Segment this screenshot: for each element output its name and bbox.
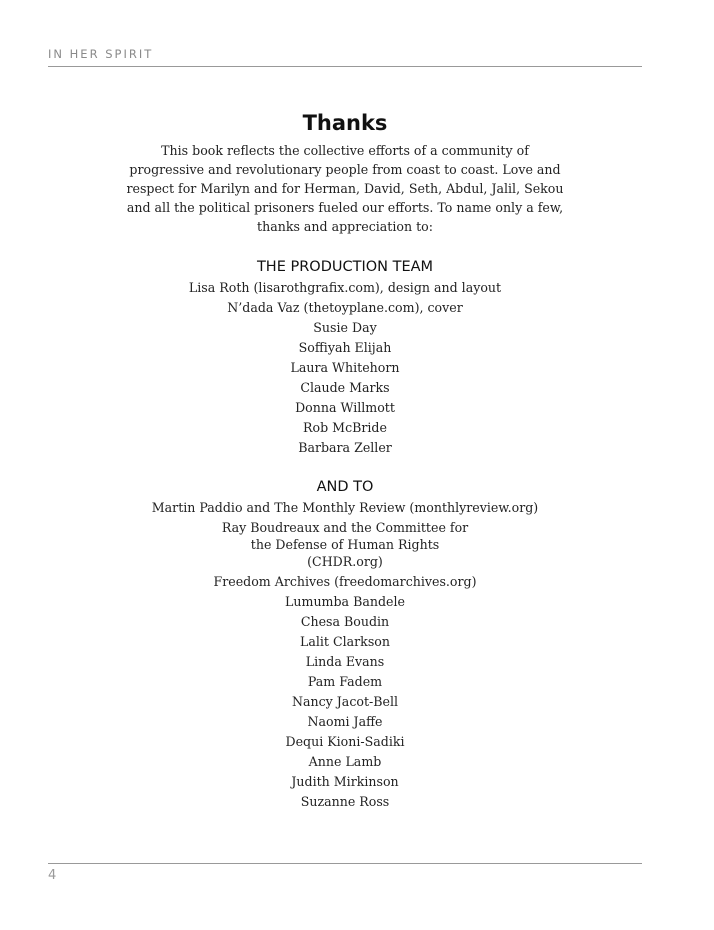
list-item: Rob McBride xyxy=(303,420,387,435)
production-team-list xyxy=(80,279,610,456)
intro-paragraph: This book reflects the collective efforts of a community of progressive and revolutionary people from coast to coast. Love and respect for Marilyn and for Herman, David, Seth, Abdul, Jalil, Sekou and all the political prisoners fueled our efforts. To name only a few, thanks and appreciation to: xyxy=(126,143,564,234)
list-item: Susie Day xyxy=(313,320,377,335)
list-item: Nancy Jacot-Bell xyxy=(291,694,399,709)
list-item: Linda Evans xyxy=(305,654,385,669)
list-item: Chesa Boudin xyxy=(300,614,390,629)
list-item: Pam Fadem xyxy=(307,674,383,689)
list-item: Suzanne Ross xyxy=(300,794,390,809)
list-item: Lisa Roth (lisarothgrafix.com), design and layout xyxy=(188,280,502,295)
list-item: N’dada Vaz (thetoyplane.com), cover xyxy=(227,300,463,315)
list-item: Ray Boudreaux and the Committee for the Defense of Human Rights (CHDR.org) xyxy=(221,520,469,569)
list-item: Soffiyah Elijah xyxy=(298,340,392,355)
list-item: Laura Whitehorn xyxy=(290,360,400,375)
list-item: Martin Paddio and The Monthly Review (monthlyreview.org) xyxy=(151,500,539,515)
section-heading-and-to: AND TO xyxy=(316,479,374,495)
running-header: IN HER SPIRIT xyxy=(48,47,154,61)
list-item: Dequi Kioni-Sadiki xyxy=(285,734,405,749)
list-item: Lalit Clarkson xyxy=(300,634,390,649)
list-item: Freedom Archives (freedomarchives.org) xyxy=(213,574,477,589)
list-item: Barbara Zeller xyxy=(298,440,392,455)
page-title: Thanks xyxy=(302,111,388,135)
and-to-list xyxy=(80,499,610,810)
page-number: 4 xyxy=(48,868,57,883)
list-item: Anne Lamb xyxy=(308,754,382,769)
footer-divider xyxy=(48,863,642,864)
thanks-page-content xyxy=(80,108,610,813)
header-divider xyxy=(48,66,642,67)
list-item: Donna Willmott xyxy=(295,400,395,415)
list-item: Lumumba Bandele xyxy=(285,594,405,609)
list-item: Naomi Jaffe xyxy=(307,714,383,729)
section-heading-production-team: THE PRODUCTION TEAM xyxy=(256,259,434,275)
list-item: Claude Marks xyxy=(300,380,390,395)
list-item: Judith Mirkinson xyxy=(291,774,399,789)
